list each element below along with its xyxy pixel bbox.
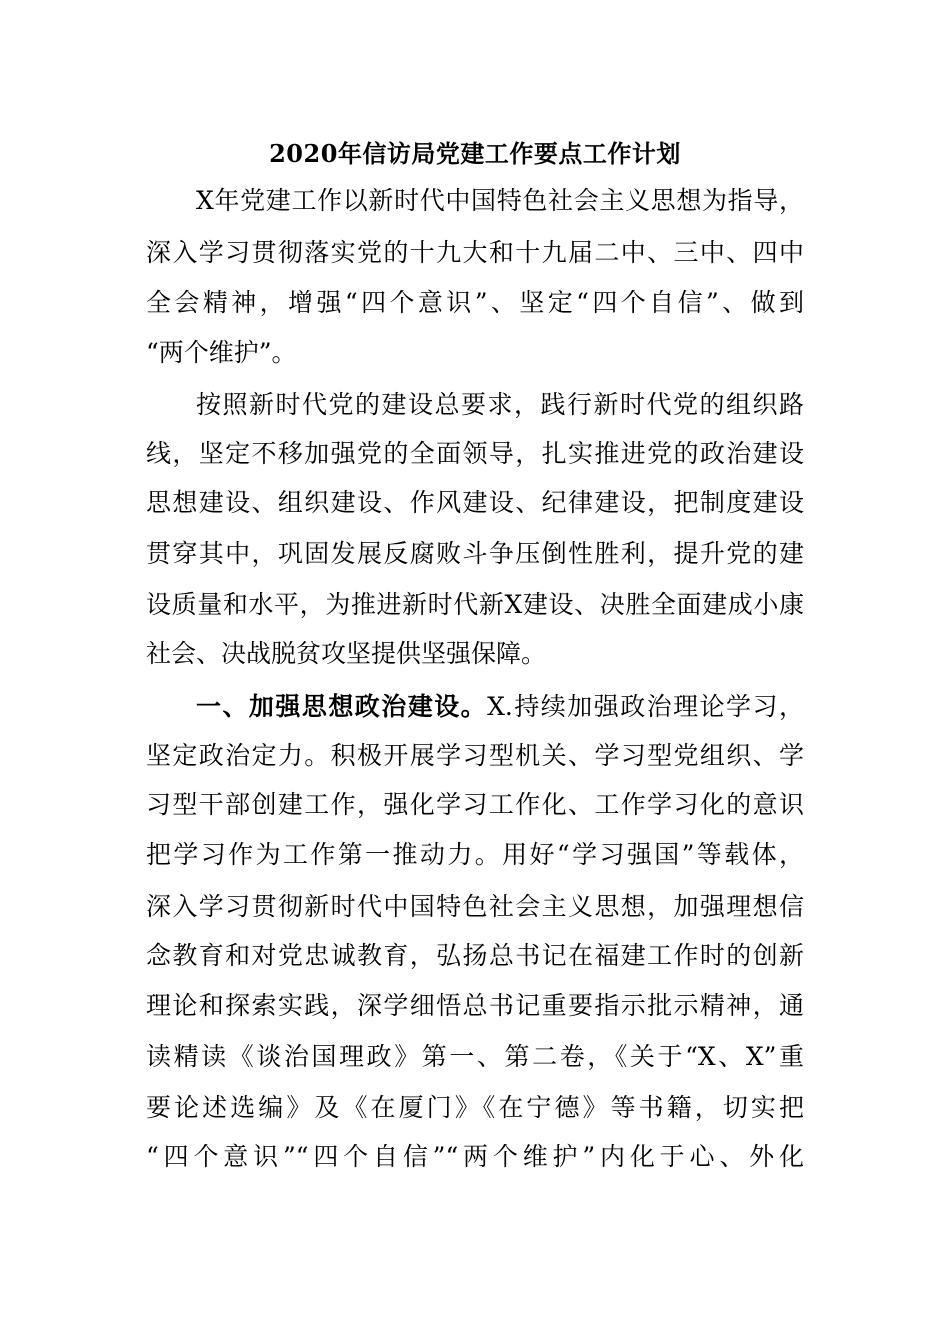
section-heading-continuation: X.持续加强政治理论学习，: [487, 692, 804, 721]
paragraph-3-line-7: 理论和探索实践，深学细悟总书记重要指示批示精神，通: [146, 991, 804, 1020]
paragraph-3-line-6: 念教育和对党忠诚教育，弘扬总书记在福建工作时的创新: [146, 941, 804, 970]
paragraph-3-line-5: 深入学习贯彻新时代中国特色社会主义思想，加强理想信: [146, 892, 804, 921]
paragraph-2-line-3: 思想建设、组织建设、作风建设、纪律建设，把制度建设: [146, 488, 804, 517]
paragraph-3-line-2: 坚定政治定力。积极开展学习型机关、学习型党组织、学: [146, 741, 804, 770]
page-title: 2020年信访局党建工作要点工作计划: [269, 139, 681, 168]
paragraph-3-line-10: “四个意识”“四个自信”“两个维护”内化于心、外化: [146, 1142, 804, 1171]
section-heading: 一、加强思想政治建设。: [196, 692, 488, 721]
paragraph-1-line-1: X年党建工作以新时代中国特色社会主义思想为指导，: [196, 186, 804, 215]
paragraph-2-line-1: 按照新时代党的建设总要求，践行新时代党的组织路: [196, 390, 804, 419]
paragraph-3-line-8: 读精读《谈治国理政》第一、第二卷，《关于“X、X”重: [146, 1042, 804, 1071]
paragraph-2-line-4: 贯穿其中，巩固发展反腐败斗争压倒性胜利，提升党的建: [146, 539, 804, 568]
paragraph-2-line-5: 设质量和水平，为推进新时代新X建设、决胜全面建成小康: [146, 590, 804, 619]
paragraph-3-line-3: 习型干部创建工作，强化学习工作化、工作学习化的意识: [146, 790, 804, 819]
paragraph-2-line-6: 社会、决战脱贫攻坚提供坚强保障。: [146, 639, 547, 668]
paragraph-1-line-4: “两个维护”。: [146, 338, 297, 367]
paragraph-1-line-3: 全会精神，增强“四个意识”、坚定“四个自信”、做到: [146, 288, 804, 317]
paragraph-3-line-9: 要论述选编》及《在厦门》《在宁德》等书籍，切实把: [146, 1093, 804, 1122]
paragraph-3-line-1: [146, 687, 804, 727]
paragraph-2-line-2: 线，坚定不移加强党的全面领导，扎实推进党的政治建设: [146, 439, 804, 468]
paragraph-1-line-2: 深入学习贯彻落实党的十九大和十九届二中、三中、四中: [146, 238, 804, 267]
paragraph-3-line-4: 把学习作为工作第一推动力。用好“学习强国”等载体，: [146, 840, 804, 869]
